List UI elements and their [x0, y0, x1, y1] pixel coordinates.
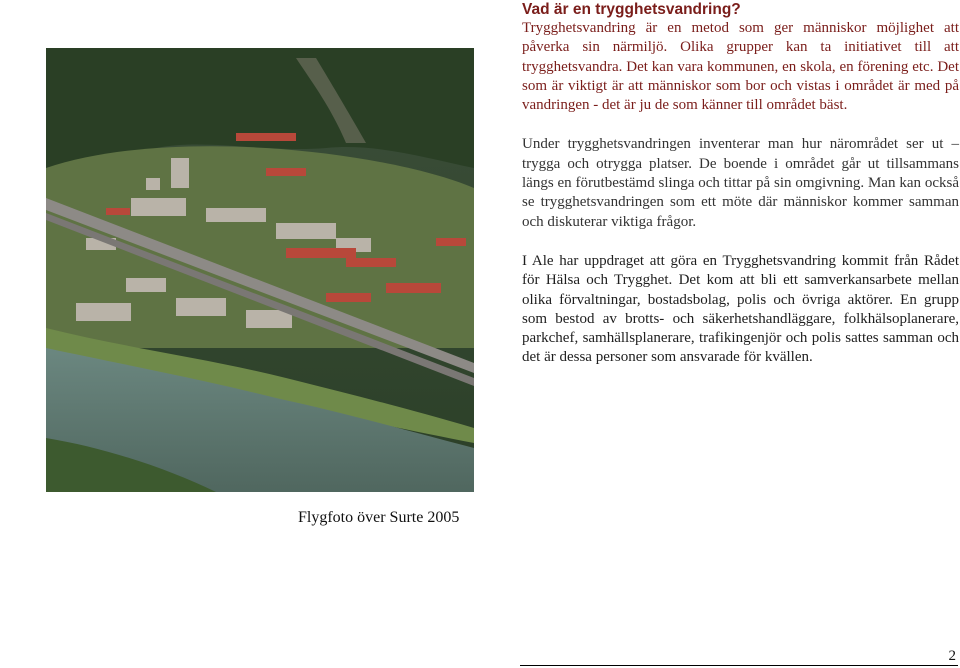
- paragraph-method: Under trygghetsvandringen inventerar man hur närområdet ser ut – trygga och otrygga platser. De boende i området går ut tillsammans längs en förutbestämd slinga och tittar på sin omgivning. Man kan också se trygghetsvandringen som ett möte där människor kommer samman och diskuterar viktiga frågor.: [522, 136, 959, 230]
- paragraph-ale: I Ale har uppdraget att göra en Trygghetsvandring kommit från Rådet för Hälsa och Trygghet. Det kom att bli ett samverkansarbete mellan olika förvaltningar, bostadsbolag, polis och övriga aktörer. En grupp som bestod av brotts- och säkerhetshandläggare, folkhälsoplanerare, parkchef, samhällsplanerare, trafikingenjör och polis sattes samman och det är dessa personer som ansvarade för kvällen.: [522, 252, 959, 366]
- section-heading: Vad är en trygghetsvandring?: [522, 1, 741, 18]
- photo-caption: Flygfoto över Surte 2005: [298, 509, 460, 526]
- text-column: [522, 0, 959, 368]
- footer-rule: [520, 665, 958, 666]
- aerial-photo: [46, 48, 474, 492]
- page-number: 2: [948, 648, 956, 664]
- paragraph-intro: Trygghetsvandring är en metod som ger människor möjlighet att påverka sin närmiljö. Olika grupper kan ta initiativet till att trygghetsvandra. Det kan vara kommunen, en skola, en förening etc. Det som är viktigt är att människor som bor och vistas i området är med på vandringen - det är ju de som känner till området bäst.: [522, 20, 959, 114]
- aerial-photo-illustration: [46, 48, 474, 492]
